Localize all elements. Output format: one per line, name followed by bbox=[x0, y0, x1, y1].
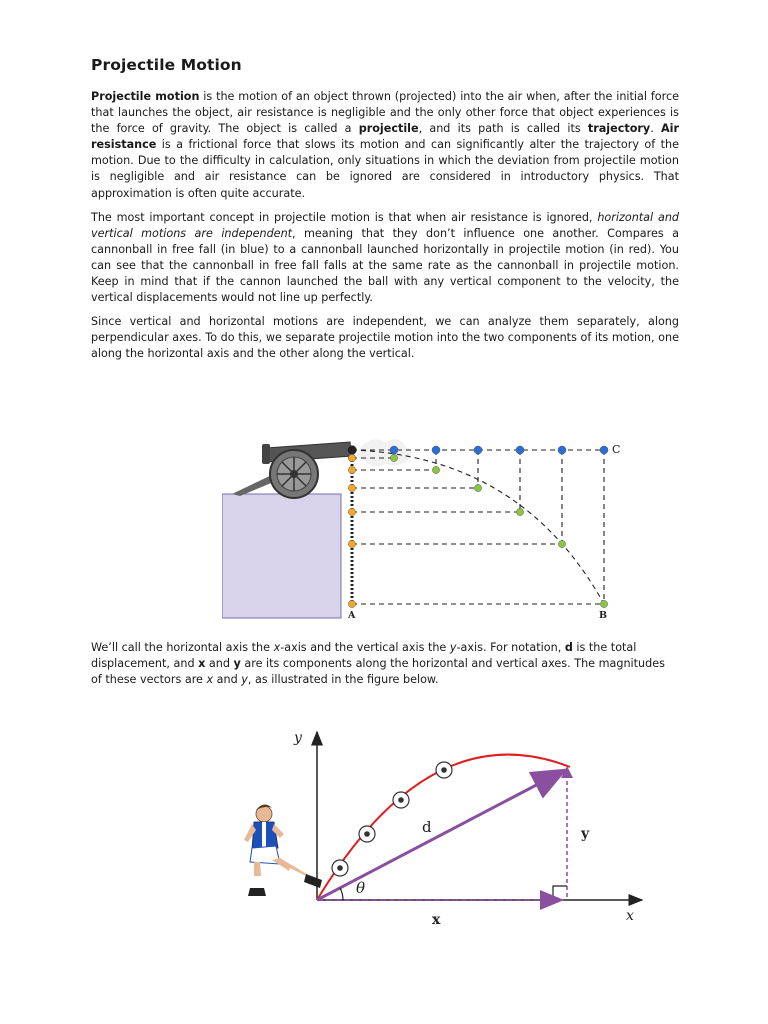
green-ball bbox=[600, 600, 607, 607]
label-x-component: x bbox=[432, 912, 441, 928]
orange-ball bbox=[348, 600, 355, 607]
axis-label-y: y bbox=[294, 730, 302, 746]
cannon bbox=[232, 442, 352, 498]
blue-ball bbox=[390, 446, 398, 454]
angle-arc bbox=[340, 888, 343, 900]
trajectory-path bbox=[352, 450, 604, 604]
soccer-ball bbox=[393, 792, 409, 808]
label-a: A bbox=[348, 610, 356, 621]
paragraph-notation: We’ll call the horizontal axis the x-axis and the vertical axis the y-axis. For notation, d is the total displacement, and x and y are its components along the horizontal and vertical axes. The magnitudes of these vectors are x and y, as illustrated in the figure below. bbox=[91, 641, 665, 687]
green-ball bbox=[558, 540, 565, 547]
green-ball bbox=[516, 508, 523, 515]
displacement-figure bbox=[240, 722, 660, 932]
cannonball-figure bbox=[222, 436, 632, 626]
page-title: Projectile Motion bbox=[91, 56, 242, 74]
soccer-player bbox=[244, 804, 322, 896]
soccer-ball bbox=[359, 826, 375, 842]
emphasis-independent: horizontal and vertical motions are independent bbox=[91, 210, 680, 240]
orange-ball bbox=[348, 466, 355, 473]
green-ball bbox=[432, 466, 439, 473]
label-c: C bbox=[612, 443, 621, 456]
term-trajectory: trajectory bbox=[587, 122, 651, 136]
green-ball bbox=[474, 484, 481, 491]
blue-ball bbox=[516, 446, 524, 454]
term-projectile-motion: Projectile motion bbox=[91, 90, 200, 103]
blue-ball bbox=[558, 446, 566, 454]
smoke-puff bbox=[358, 439, 412, 466]
right-angle-marker bbox=[553, 886, 567, 900]
orange-ball bbox=[348, 540, 355, 547]
soccer-ball bbox=[332, 860, 348, 876]
paragraph-independence: The most important concept in projectile motion is that when air resistance is ignored, horizontal and vertical motions are independent, meaning that they don’t influence one another. Compares a cannonball in free fall (in blue) to a cannonball launched horizontally in projectile motion (in red). You can see that the cannonball in free fall falls at the same rate as the cannonball in projectile motion. Keep in mind that if the cannon launched the ball with any vertical component to the velocity, the vertical displacements would not line up perfectly. bbox=[91, 210, 680, 305]
orange-ball bbox=[348, 454, 355, 461]
soccer-ball bbox=[436, 762, 452, 778]
term-projectile: projectile bbox=[358, 122, 419, 136]
term-air-resistance: Air resistance bbox=[91, 122, 679, 152]
blue-ball bbox=[432, 446, 440, 454]
initial-cannonball bbox=[348, 446, 357, 455]
label-b: B bbox=[599, 610, 608, 621]
blue-ball bbox=[474, 446, 482, 454]
label-y-component: y bbox=[581, 826, 590, 842]
green-ball bbox=[390, 454, 397, 461]
paragraph-definition: Projectile motion is the motion of an object thrown (projected) into the air when, after the initial force that launches the object, air resistance is negligible and the only other force that object experiences is the force of gravity. The object is called a projectile, and its path is called its trajectory. Air resistance is a frictional force that slows its motion and can significantly alter the trajectory of the motion. Due to the difficulty in calculation, only situations in which the deviation from projectile motion is negligible and air resistance can be ignored are considered in introductory physics. That approximation is often quite accurate. bbox=[91, 90, 680, 200]
orange-ball bbox=[348, 484, 355, 491]
displacement-vector bbox=[317, 770, 565, 900]
label-theta: θ bbox=[356, 879, 366, 897]
cliff-block bbox=[222, 494, 341, 618]
axis-label-x: x bbox=[626, 908, 634, 924]
paragraph-components: Since vertical and horizontal motions are independent, we can analyze them separately, along perpendicular axes. To do this, we separate projectile motion into the two components of its motion, one along the horizontal axis and the other along the vertical. bbox=[91, 315, 679, 361]
document-body bbox=[91, 56, 679, 371]
orange-ball bbox=[348, 508, 355, 515]
label-d: d bbox=[422, 818, 432, 836]
blue-ball bbox=[600, 446, 608, 454]
